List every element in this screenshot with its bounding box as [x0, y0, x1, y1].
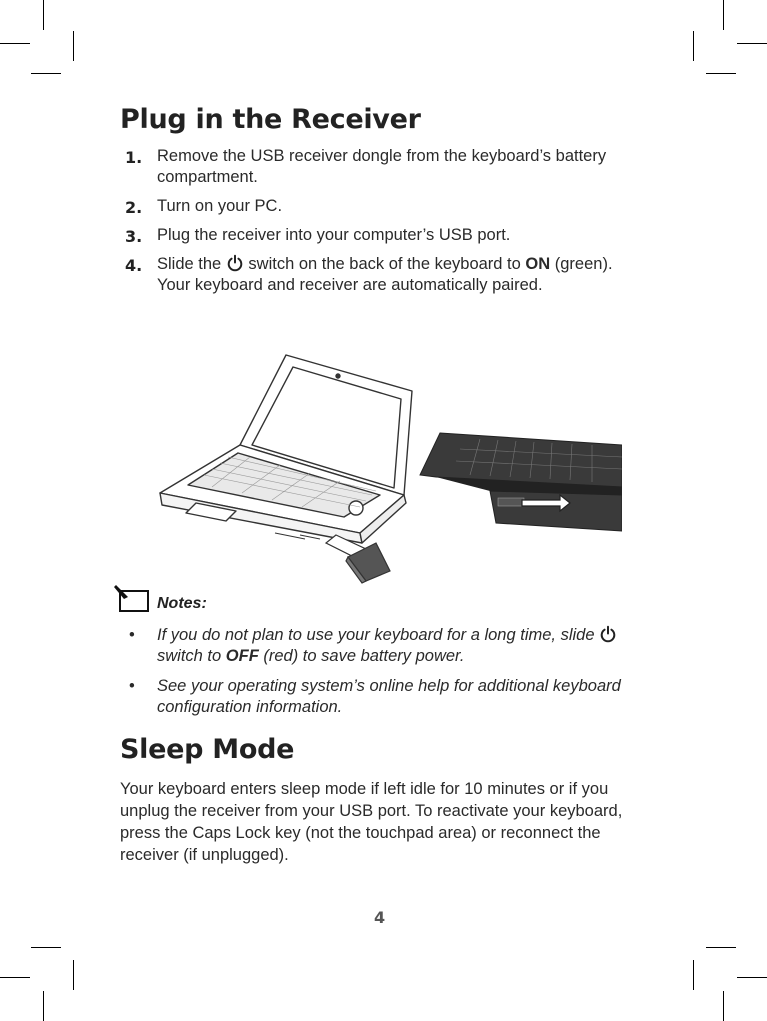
bullet: •: [129, 677, 135, 695]
section-title-plug-in: Plug in the Receiver: [120, 104, 421, 135]
section-title-sleep-mode: Sleep Mode: [120, 734, 295, 765]
sleep-mode-paragraph: Your keyboard enters sleep mode if left idle for 10 minutes or if you unplug the receiver from your USB port. To reactivate your keyboard, press the Caps Lock key (not the touchpad area) or reconnect the receiver (if unplugged).: [120, 780, 623, 864]
step-text-mid: switch on the back of the keyboard to: [248, 255, 521, 273]
step-number: 2.: [125, 198, 143, 217]
crop-mark: [0, 43, 30, 44]
step-number: 4.: [125, 256, 143, 275]
step-on-label: ON: [525, 255, 551, 273]
note-pencil-icon: [114, 583, 154, 615]
step-item: [120, 254, 620, 296]
crop-mark: [706, 73, 736, 74]
step-item: [120, 225, 620, 246]
step-number: 3.: [125, 227, 143, 246]
crop-mark: [737, 977, 767, 978]
page-number: 4: [374, 908, 386, 927]
crop-mark: [43, 991, 44, 1021]
crop-mark: [0, 977, 30, 978]
crop-mark: [43, 0, 44, 30]
note-text-before: If you do not plan to use your keyboard for a long time, slide: [157, 626, 595, 644]
note-item: [120, 676, 640, 718]
notes-label: Notes:: [157, 595, 207, 612]
keyboard-illustration: [420, 433, 622, 531]
step-text: Plug the receiver into your computer’s USB port.: [157, 226, 511, 244]
crop-mark: [693, 960, 694, 990]
notes-header: [114, 583, 314, 619]
crop-mark: [31, 73, 61, 74]
note-item: [120, 625, 640, 667]
crop-mark: [73, 31, 74, 61]
crop-mark: [737, 43, 767, 44]
step-item: [120, 196, 620, 217]
note-text-after: (red) to save battery power.: [263, 647, 465, 665]
notes-list: [120, 625, 640, 727]
power-icon: [226, 254, 244, 272]
crop-mark: [723, 0, 724, 30]
note-text: See your operating system’s online help for additional keyboard configuration information.: [157, 677, 621, 716]
note-off-label: OFF: [225, 647, 259, 665]
crop-mark: [706, 947, 736, 948]
crop-mark: [31, 947, 61, 948]
steps-list: [120, 146, 620, 304]
step-text-after: (green). Your keyboard and receiver are automatically paired.: [157, 255, 613, 294]
crop-mark: [693, 31, 694, 61]
power-icon: [599, 625, 617, 643]
crop-mark: [723, 991, 724, 1021]
step-number: 1.: [125, 148, 143, 167]
step-item: [120, 146, 620, 188]
step-text: Remove the USB receiver dongle from the keyboard’s battery compartment.: [157, 147, 607, 186]
step-text: Turn on your PC.: [157, 197, 283, 215]
note-text-mid: switch to: [157, 647, 222, 665]
bullet: •: [129, 626, 135, 644]
laptop-keyboard-illustration: [140, 345, 622, 585]
crop-mark: [73, 960, 74, 990]
step-text-before: Slide the: [157, 255, 222, 273]
laptop-illustration: [160, 355, 412, 543]
